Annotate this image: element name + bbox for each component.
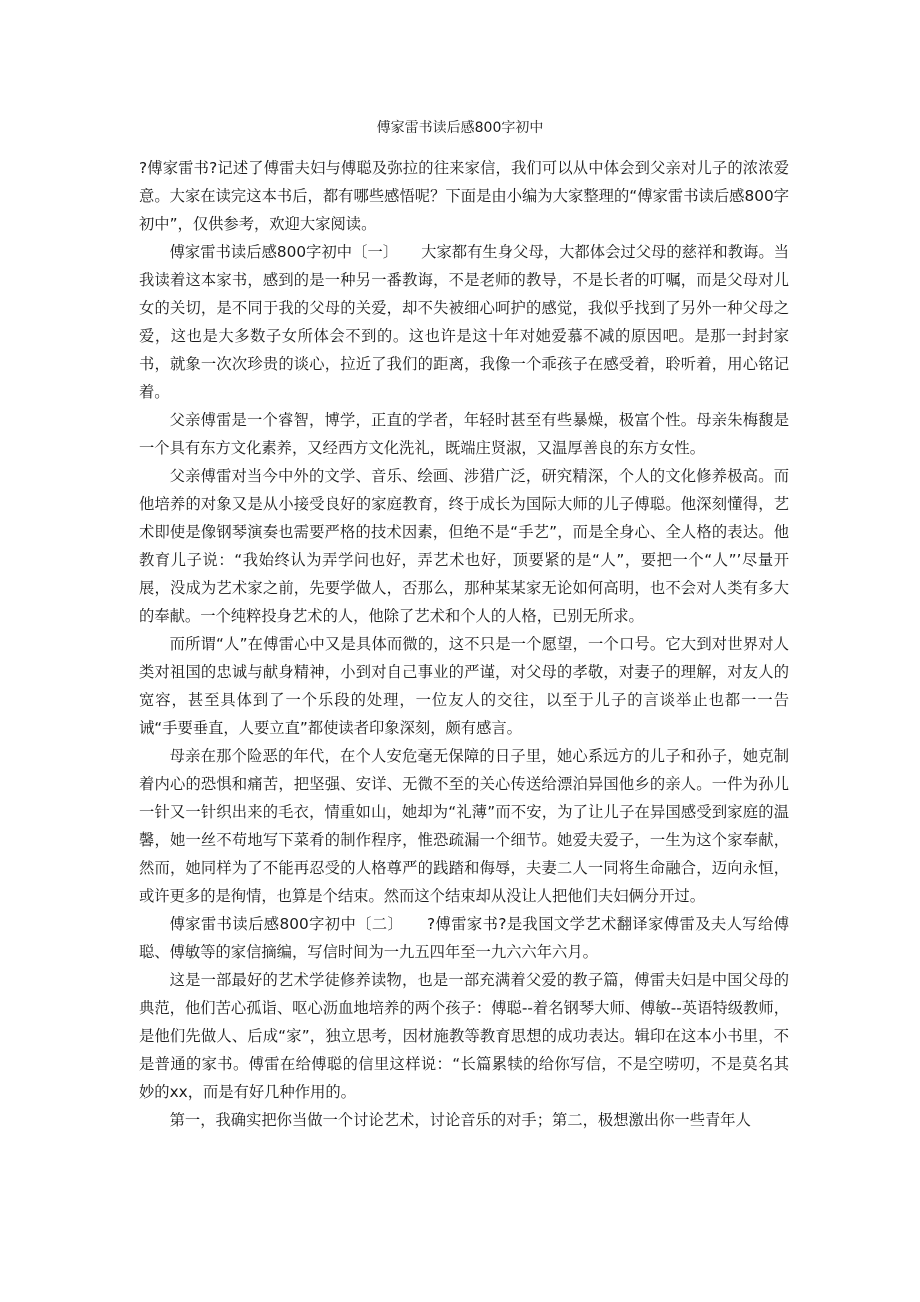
paragraph: 这是一部最好的艺术学徒修养读物，也是一部充满着父爱的教子篇，傅雷夫妇是中国父母的典范，他们苦心孤诣、呕心沥血地培养的两个孩子：傅聪--着名钢琴大师、傅敏--英语特级教师，是他们先做人、后成“家”，独立思考，因材施教等教育思想的成功表达。辑印在这本小书里，不是普通的家书。傅雷在给傅聪的信里这样说：“长篇累犊的给你写信，不是空唠叨，不是莫名其妙的xx，而是有好几种作用的。 xyxy=(139,971,789,1101)
essay-one-paragraph: 傅家雷书读后感800字初中〔一〕 大家都有生身父母，大都体会过父母的慈祥和教诲。当我读着这本家书，感到的是一种另一番教诲，不是老师的教导，不是长者的叮嘱，而是父母对儿女的关切，是不同于我的父母的关爱，却不失被细心呵护的感觉，我似乎找到了另外一种父母之爱，这也是大多数子女所体会不到的。这也许是这十年对她爱慕不减的原因吧。是那一封封家书，就象一次次珍贵的谈心，拉近了我们的距离，我像一个乖孩子在感受着，聆听着，用心铭记着。 xyxy=(139,243,789,401)
document-body xyxy=(139,154,789,1134)
paragraph: 母亲在那个险恶的年代，在个人安危毫无保障的日子里，她心系远方的儿子和孙子，她克制着内心的恐惧和痛苦，把坚强、安详、无微不至的关心传送给漂泊异国他乡的亲人。一件为孙儿一针又一针织出来的毛衣，情重如山，她却为“礼薄”而不安，为了让儿子在异国感受到家庭的温馨，她一丝不苟地写下菜肴的制作程序，惟恐疏漏一个细节。她爱夫爱子，一生为这个家奉献，然而，她同样为了不能再忍受的人格尊严的践踏和侮辱，夫妻二人一同将生命融合，迈向永恒，或许更多的是徇情，也算是个结束。然而这个结束却从没让人把他们夫妇俩分开过。 xyxy=(139,747,789,905)
document-title: 傅家雷书读后感800字初中 xyxy=(376,120,544,136)
paragraph: 父亲傅雷对当今中外的文学、音乐、绘画、涉猎广泛，研究精深，个人的文化修养极高。而他培养的对象又是从小接受良好的家庭教育，终于成长为国际大师的儿子傅聪。他深刻懂得，艺术即使是像钢琴演奏也需要严格的技术因素，但绝不是“手艺”，而是全身心、全人格的表达。他教育儿子说：“我始终认为弄学问也好，弄艺术也好，顶要紧的是“人”，要把一个“人”’尽量开展，没成为艺术家之前，先要学做人，否那么，那种某某家无论如何高明，也不会对人类有多大的奉献。一个纯粹投身艺术的人，他除了艺术和个人的人格，已别无所求。 xyxy=(139,467,789,625)
paragraph: 第一，我确实把你当做一个讨论艺术，讨论音乐的对手；第二，极想激出你一些青年人 xyxy=(169,1111,751,1129)
intro-paragraph: ?傅家雷书?记述了傅雷夫妇与傅聪及弥拉的往来家信，我们可以从中体会到父亲对儿子的浓浓爱意。大家在读完这本书后，都有哪些感悟呢？下面是由小编为大家整理的“傅家雷书读后感800字初中”，仅供参考，欢迎大家阅读。 xyxy=(139,159,789,233)
essay-two-paragraph: 傅家雷书读后感800字初中〔二〕 ?傅雷家书?是我国文学艺术翻译家傅雷及夫人写给傅聪、傅敏等的家信摘编，写信时间为一九五四年至一九六六年六月。 xyxy=(139,915,789,961)
paragraph: 而所谓“人”在傅雷心中又是具体而微的，这不只是一个愿望，一个口号。它大到对世界对人类对祖国的忠诚与献身精神，小到对自己事业的严谨，对父母的孝敬，对妻子的理解，对友人的宽容，甚至具体到了一个乐段的处理，一位友人的交往，以至于儿子的言谈举止也都一一告诫“手要垂直，人要立直”都使读者印象深刻，颇有感言。 xyxy=(139,635,789,737)
paragraph: 父亲傅雷是一个睿智，博学，正直的学者，年轻时甚至有些暴燥，极富个性。母亲朱梅馥是一个具有东方文化素养，又经西方文化洗礼，既端庄贤淑，又温厚善良的东方女性。 xyxy=(139,411,789,457)
